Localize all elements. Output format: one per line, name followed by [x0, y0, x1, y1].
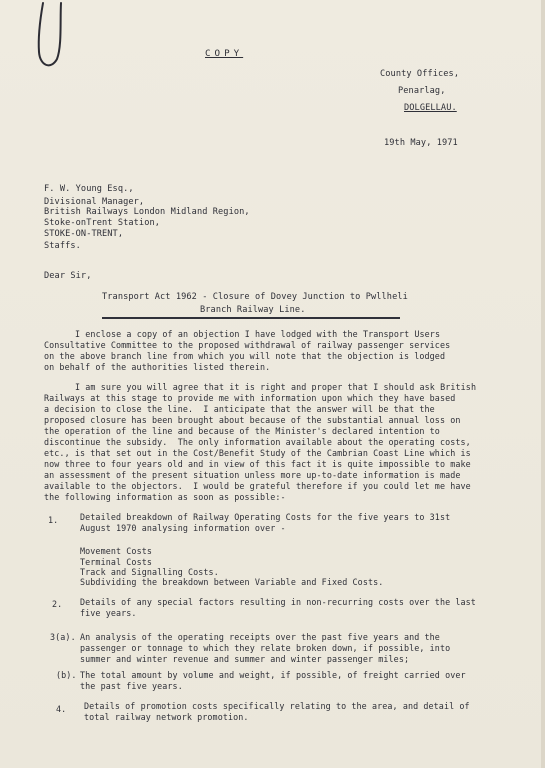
item-line: Track and Signalling Costs.: [80, 567, 219, 577]
page-edge: [541, 0, 545, 768]
item-number: 1.: [48, 515, 59, 525]
sender-address-line: County Offices,: [380, 69, 460, 79]
paragraph-line: I am sure you will agree that it is right and proper that I should ask British: [75, 382, 477, 392]
recipient-line: Stoke-onTrent Station,: [44, 218, 161, 228]
recipient-line: Staffs.: [44, 241, 81, 251]
handwritten-mark-icon: [30, 0, 70, 72]
paragraph-line: on behalf of the authorities listed therein.: [44, 362, 271, 372]
item-number: 2.: [52, 599, 63, 609]
paragraph-line: etc., is that set out in the Cost/Benefit Study of the Cambrian Coast Line which is: [44, 448, 471, 458]
item-line: summer and winter revenue and summer and winter passenger miles;: [80, 654, 410, 664]
letter-date: 19th May, 1971: [384, 138, 458, 148]
recipient-line: F. W. Young Esq.,: [44, 184, 134, 194]
item-line: Subdividing the breakdown between Variable and Fixed Costs.: [80, 577, 384, 587]
recipient-line: British Railways London Midland Region,: [44, 207, 250, 217]
subject-line: Transport Act 1962 - Closure of Dovey Junction to Pwllheli: [102, 292, 408, 302]
paragraph-line: the following information as soon as possible:-: [44, 492, 286, 502]
sender-address-line: DOLGELLAU.: [404, 103, 457, 113]
item-line: Details of any special factors resulting in non-recurring costs over the last: [80, 597, 476, 607]
paragraph-line: an assessment of the present situation unless more up-to-date information is made: [44, 470, 461, 480]
salutation: Dear Sir,: [44, 271, 92, 281]
item-line: August 1970 analysing information over -: [80, 523, 286, 533]
paragraph-line: available to the objectors. I would be grateful therefore if you could let me have: [44, 481, 471, 491]
paragraph-line: I enclose a copy of an objection I have lodged with the Transport Users: [75, 329, 441, 339]
paragraph-line: now three to four years old and in view of this fact it is quite impossible to make: [44, 459, 471, 469]
item-line: Terminal Costs: [80, 557, 152, 567]
recipient-line: STOKE-ON-TRENT,: [44, 229, 124, 239]
paragraph-line: proposed closure has been brought about because of the substantial annual loss on: [44, 415, 461, 425]
item-number: (b).: [56, 670, 77, 680]
item-line: five years.: [80, 608, 137, 618]
item-line: passenger or tonnage to which they relate broken down, if possible, into: [80, 643, 451, 653]
item-line: total railway network promotion.: [84, 712, 249, 722]
sender-address-line: Penarlag,: [398, 86, 446, 96]
item-line: Detailed breakdown of Railway Operating Costs for the five years to 31st: [80, 512, 451, 522]
paragraph-line: Consultative Committee to the proposed withdrawal of railway passenger services: [44, 340, 451, 350]
item-line: Details of promotion costs specifically relating to the area, and detail of: [84, 701, 470, 711]
paragraph-line: on the above branch line from which you will note that the objection is lodged: [44, 351, 446, 361]
item-line: Movement Costs: [80, 546, 152, 556]
item-number: 3(a).: [50, 632, 76, 642]
item-line: The total amount by volume and weight, if possible, of freight carried over: [80, 670, 466, 680]
item-line: An analysis of the operating receipts over the past five years and the: [80, 632, 440, 642]
paragraph-line: a decision to close the line. I anticipate that the answer will be that the: [44, 404, 435, 414]
item-number: 4.: [56, 704, 67, 714]
copy-heading: COPY: [205, 48, 244, 59]
paragraph-line: Railways at this stage to provide me with information upon which they have based: [44, 393, 456, 403]
subject-line: Branch Railway Line.: [200, 305, 306, 315]
paragraph-line: the operation of the line and because of the Minister's declared intention to: [44, 426, 440, 436]
item-line: the past five years.: [80, 681, 183, 691]
subject-underline: [102, 317, 400, 319]
recipient-line: Divisional Manager,: [44, 197, 145, 207]
paragraph-line: discontinue the subsidy. The only information available about the operating costs,: [44, 437, 471, 447]
